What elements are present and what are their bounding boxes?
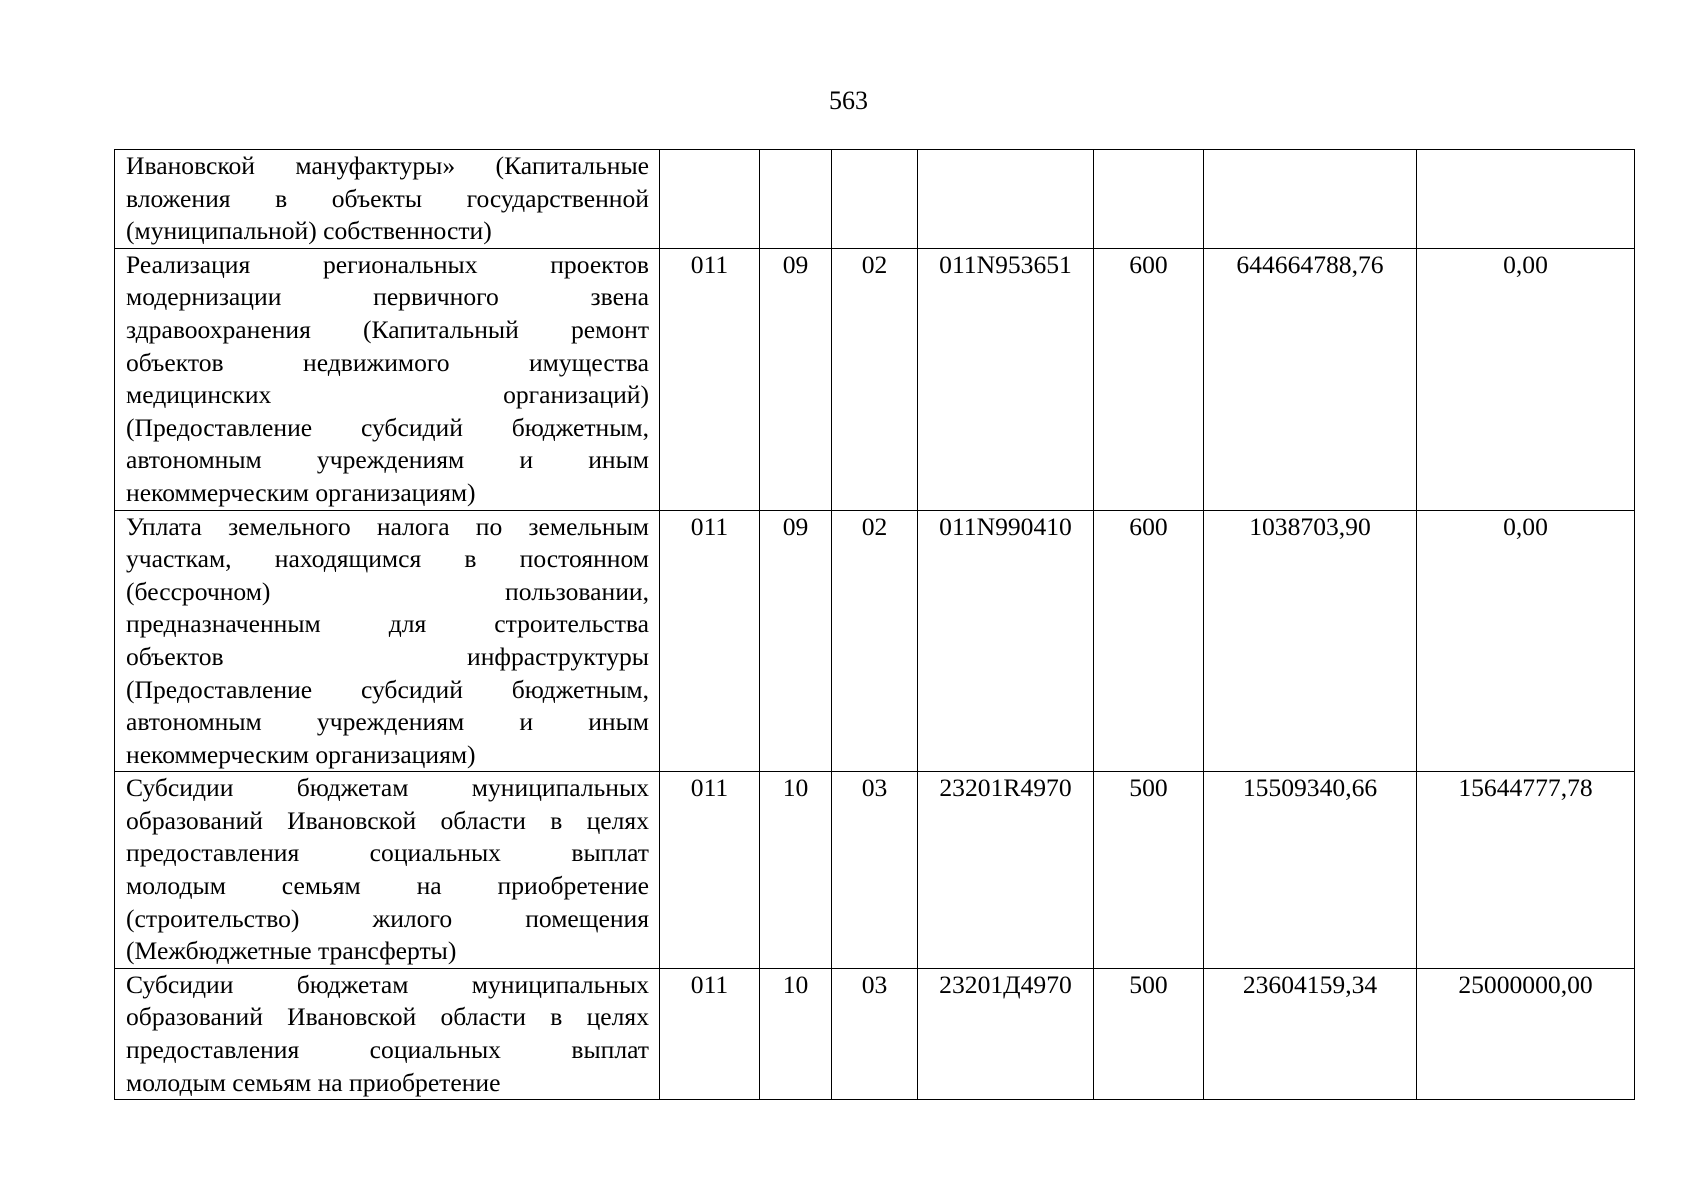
description-line: объектов инфраструктуры bbox=[126, 641, 649, 671]
section-code: 09 bbox=[760, 248, 832, 510]
amount-year-2: 15644777,78 bbox=[1417, 772, 1635, 969]
expense-type-code bbox=[1094, 150, 1204, 249]
target-article-code: 011N990410 bbox=[918, 510, 1094, 772]
amount-year-1: 644664788,76 bbox=[1204, 248, 1417, 510]
ministry-code: 011 bbox=[660, 510, 760, 772]
section-code bbox=[760, 150, 832, 249]
amount-year-2: 0,00 bbox=[1417, 248, 1635, 510]
description-line: Ивановской мануфактуры» (Капитальные bbox=[126, 151, 649, 180]
target-article-code: 011N953651 bbox=[918, 248, 1094, 510]
expense-type-code: 600 bbox=[1094, 248, 1204, 510]
table-row bbox=[115, 150, 1635, 249]
description-line: участкам, находящимся в постоянном bbox=[126, 544, 649, 574]
description-line: Уплата земельного налога по земельным bbox=[126, 511, 649, 541]
description-line: (муниципальной) собственности) bbox=[126, 216, 492, 246]
table-row bbox=[115, 772, 1635, 969]
description-line: молодым семьям на приобретение bbox=[126, 1067, 501, 1097]
ministry-code: 011 bbox=[660, 968, 760, 1099]
section-code: 09 bbox=[760, 510, 832, 772]
amount-year-2: 0,00 bbox=[1417, 510, 1635, 772]
table-body bbox=[115, 150, 1635, 1100]
subsection-code: 03 bbox=[832, 772, 918, 969]
expense-type-code: 500 bbox=[1094, 772, 1204, 969]
subsection-code: 02 bbox=[832, 248, 918, 510]
description-line: (Предоставление субсидий бюджетным, bbox=[126, 674, 649, 704]
amount-year-1: 15509340,66 bbox=[1204, 772, 1417, 969]
description-line: автономным учреждениям и иным bbox=[126, 707, 649, 737]
description-line: Субсидии бюджетам муниципальных bbox=[126, 773, 649, 803]
description-line: модернизации первичного звена bbox=[126, 282, 649, 312]
subsection-code: 02 bbox=[832, 510, 918, 772]
target-article-code: 23201Д4970 bbox=[918, 968, 1094, 1099]
subsection-code: 03 bbox=[832, 968, 918, 1099]
target-article-code bbox=[918, 150, 1094, 249]
page-number: 563 bbox=[829, 86, 868, 115]
description-line: Субсидии бюджетам муниципальных bbox=[126, 969, 649, 999]
ministry-code: 011 bbox=[660, 772, 760, 969]
row-description bbox=[115, 772, 660, 969]
row-description bbox=[115, 248, 660, 510]
description-line: (бессрочном) пользовании, bbox=[126, 576, 649, 606]
table-row bbox=[115, 248, 1635, 510]
description-line: (строительство) жилого помещения bbox=[126, 903, 649, 933]
description-line: некоммерческим организациям) bbox=[126, 477, 476, 507]
expense-type-code: 600 bbox=[1094, 510, 1204, 772]
amount-year-2: 25000000,00 bbox=[1417, 968, 1635, 1099]
subsection-code bbox=[832, 150, 918, 249]
description-line: предоставления социальных выплат bbox=[126, 1035, 649, 1065]
description-line: здравоохранения (Капитальный ремонт bbox=[126, 314, 649, 344]
ministry-code bbox=[660, 150, 760, 249]
expense-type-code: 500 bbox=[1094, 968, 1204, 1099]
description-line: образований Ивановской области в целях bbox=[126, 1002, 649, 1032]
amount-year-1: 1038703,90 bbox=[1204, 510, 1417, 772]
description-line: образований Ивановской области в целях bbox=[126, 805, 649, 835]
row-description bbox=[115, 968, 660, 1099]
amount-year-1 bbox=[1204, 150, 1417, 249]
section-code: 10 bbox=[760, 772, 832, 969]
description-line: предоставления социальных выплат bbox=[126, 838, 649, 868]
description-line: медицинских организаций) bbox=[126, 380, 649, 410]
row-description bbox=[115, 510, 660, 772]
amount-year-1: 23604159,34 bbox=[1204, 968, 1417, 1099]
description-line: предназначенным для строительства bbox=[126, 609, 649, 639]
description-line: объектов недвижимого имущества bbox=[126, 347, 649, 377]
section-code: 10 bbox=[760, 968, 832, 1099]
budget-table bbox=[114, 149, 1635, 1100]
description-line: автономным учреждениям и иным bbox=[126, 445, 649, 475]
description-line: некоммерческим организациям) bbox=[126, 739, 476, 769]
description-line: (Предоставление субсидий бюджетным, bbox=[126, 412, 649, 442]
row-description bbox=[115, 150, 660, 249]
description-line: вложения в объекты государственной bbox=[126, 183, 649, 213]
amount-year-2 bbox=[1417, 150, 1635, 249]
target-article-code: 23201R4970 bbox=[918, 772, 1094, 969]
table-row bbox=[115, 510, 1635, 772]
description-line: Реализация региональных проектов bbox=[126, 249, 649, 279]
description-line: (Межбюджетные трансферты) bbox=[126, 936, 457, 966]
ministry-code: 011 bbox=[660, 248, 760, 510]
description-line: молодым семьям на приобретение bbox=[126, 871, 649, 901]
table-row bbox=[115, 968, 1635, 1099]
